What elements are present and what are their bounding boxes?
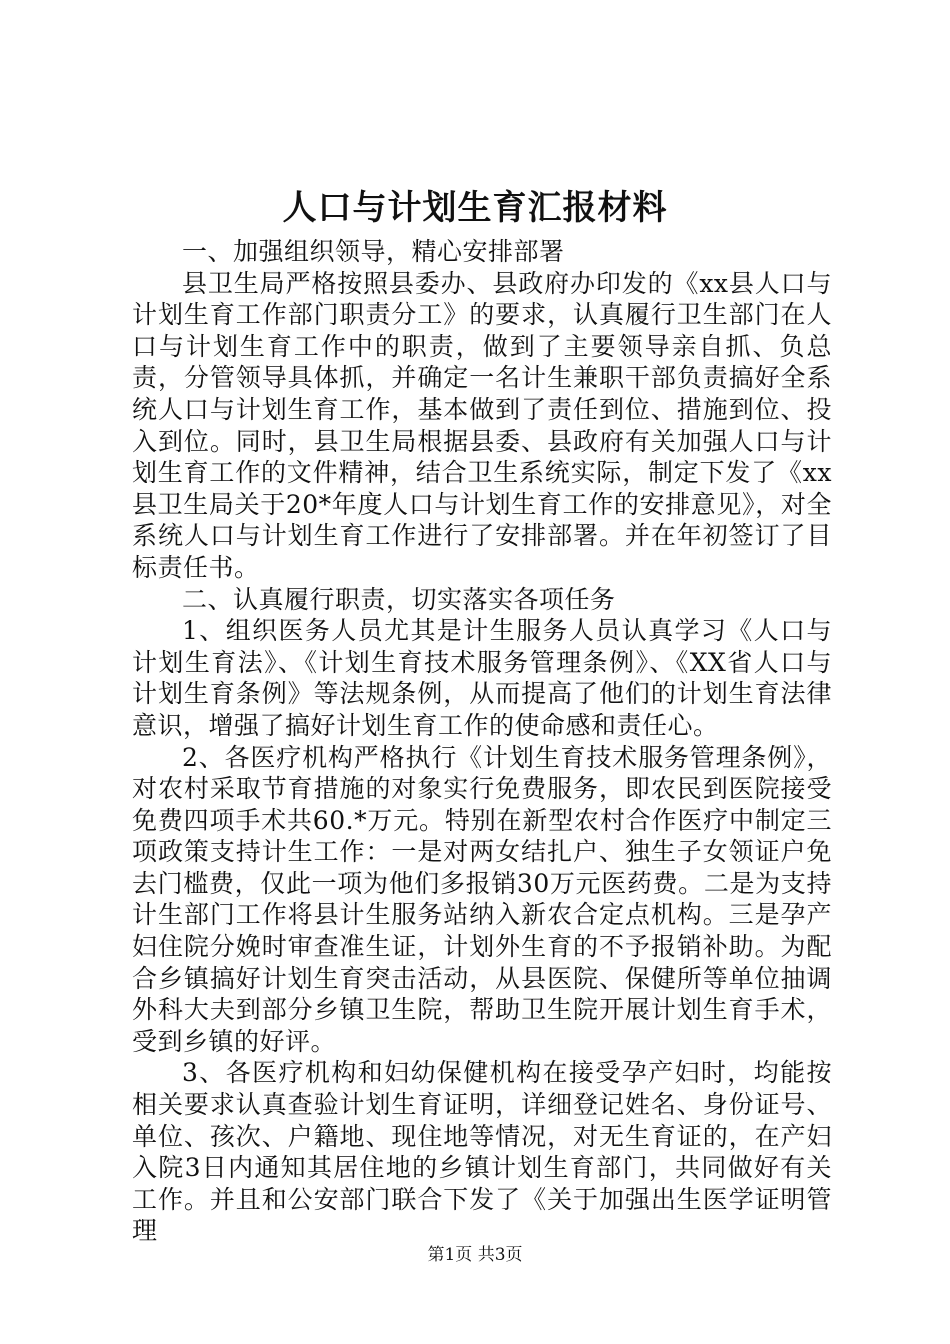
paragraph-3: 2、各医疗机构严格执行《计划生育技术服务管理条例》，对农村采取节育措施的对象实行免费服务，即农民到医院接受免费四项手术共60.*万元。特别在新型农村合作医疗中制定三项政策支持计生工作：一是对两女结扎户、独生子女领证户免去门槛费，仅此一项为他们多报销30万元医药费。二是为支持计生部门工作将县计生服务站纳入新农合定点机构。三是孕产妇住院分娩时审查准生证，计划外生育的不予报销补助。为配合乡镇搞好计划生育突击活动，从县医院、保健所等单位抽调外科大夫到部分乡镇卫生院，帮助卫生院开展计划生育手术，受到乡镇的好评。: [132, 742, 832, 1056]
paragraph-2: 1、组织医务人员尤其是计生服务人员认真学习《人口与计划生育法》、《计划生育技术服务管理条例》、《XX省人口与计划生育条例》等法规条例，从而提高了他们的计划生育法律意识，增强了搞好计划生育工作的使命感和责任心。: [132, 616, 832, 740]
section-heading-1: 一、加强组织领导，精心安排部署: [182, 237, 565, 266]
section-heading-2: 二、认真履行职责，切实落实各项任务: [182, 584, 616, 614]
document-title: 人口与计划生育汇报材料: [282, 188, 668, 228]
document-body: [132, 236, 832, 1247]
paragraph-1: 县卫生局严格按照县委办、县政府办印发的《xx县人口与计划生育工作部门职责分工》的要求，认真履行卫生部门在人口与计划生育工作中的职责，做到了主要领导亲自抓、负总责，分管领导具体抓，并确定一名计生兼职干部负责搞好全系统人口与计划生育工作，基本做到了责任到位、措施到位、投入到位。同时，县卫生局根据县委、县政府有关加强人口与计划生育工作的文件精神，结合卫生系统实际，制定下发了《xx县卫生局关于20*年度人口与计划生育工作的安排意见》，对全系统人口与计划生育工作进行了安排部署。并在年初签订了目标责任书。: [132, 268, 832, 582]
page-footer: 第1页 共3页: [427, 1245, 523, 1265]
paragraph-4: 3、各医疗机构和妇幼保健机构在接受孕产妇时，均能按相关要求认真查验计划生育证明，详细登记姓名、身份证号、单位、孩次、户籍地、现住地等情况，对无生育证的，在产妇入院3日内通知其居住地的乡镇计划生育部门，共同做好有关工作。并且和公安部门联合下发了《关于加强出生医学证明管理: [132, 1058, 832, 1246]
